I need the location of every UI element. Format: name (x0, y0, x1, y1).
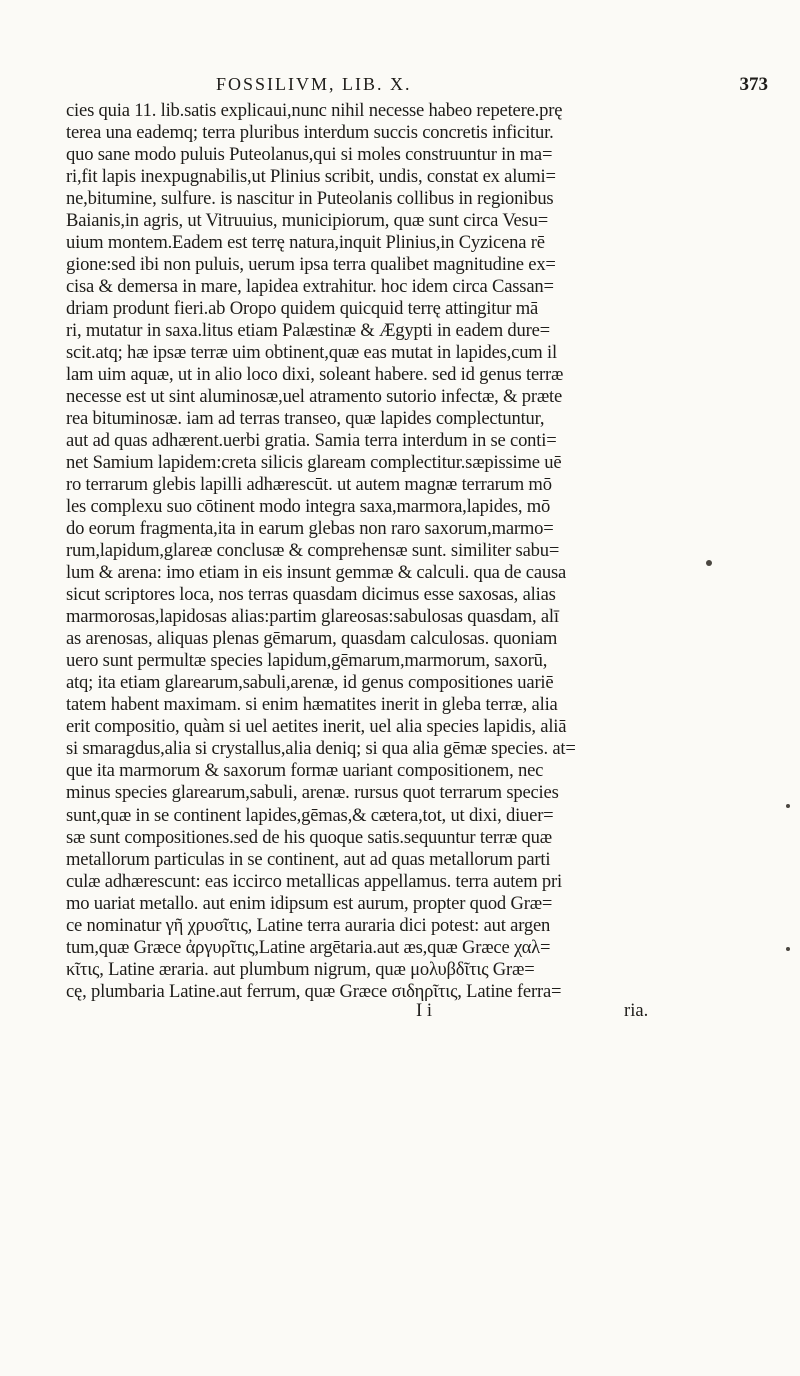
text-line: metallorum particulas in se continent, aut ad quas metallorum parti (66, 848, 551, 870)
text-line: les complexu suo cōtinent modo integra saxa,marmora,lapides, mō (66, 496, 551, 518)
body-text (66, 100, 786, 1003)
catchword: ria. (624, 1000, 649, 1021)
text-line: rea bituminosæ. iam ad terras transeo, quæ lapides complectuntur, (66, 408, 545, 430)
text-line: sunt,quæ in se continent lapides,gēmas,& cætera,tot, ut dixi, diuer= (66, 804, 554, 826)
text-line: minus species glarearum,sabuli, arenæ. rursus quot terrarum species (66, 782, 559, 804)
text-line: tatem habent maximam. si enim hæmatites inerit in gleba terræ, alia (66, 694, 558, 716)
text-line: tum,quæ Græce ἀργυρῖτις,Latine argētaria.aut æs,quæ Græce χαλ= (66, 936, 551, 958)
ink-speck (786, 947, 790, 951)
text-line: net Samium lapidem:creta silicis glaream complectitur.sæpissime uē (66, 452, 562, 474)
text-line: ne,bitumine, sulfure. is nascitur in Puteolanis collibus in regionibus (66, 188, 554, 210)
text-line: ri, mutatur in saxa.litus etiam Palæstinæ & Ægypti in eadem dure= (66, 320, 550, 342)
text-line: uero sunt permultæ species lapidum,gēmarum,marmorum, saxorū, (66, 650, 548, 672)
text-line: culæ adhærescunt: eas iccirco metallicas appellamus. terra autem pri (66, 870, 562, 892)
text-line: driam produnt fieri.ab Oropo quidem quicquid terrę attingitur mā (66, 298, 539, 320)
text-line: marmorosas,lapidosas alias:partim glareosas:sabulosas quasdam, alī (66, 606, 559, 628)
text-line: do eorum fragmenta,ita in earum glebas non raro saxorum,marmo= (66, 518, 554, 540)
text-line: lam uim aquæ, ut in alio loco dixi, soleant habere. sed id genus terræ (66, 364, 564, 386)
running-head: FOSSILIVM, LIB. X. (216, 74, 412, 94)
text-line: sicut scriptores loca, nos terras quasdam dicimus esse saxosas, alias (66, 584, 556, 606)
ink-speck (706, 560, 712, 566)
text-line: rum,lapidum,glareæ conclusæ & comprehensæ sunt. similiter sabu= (66, 540, 560, 562)
text-line: si smaragdus,alia si crystallus,alia deniq; si qua alia gēmæ species. at= (66, 738, 576, 760)
text-line: Baianis,in agris, ut Vitruuius, municipiorum, quæ sunt circa Vesu= (66, 210, 548, 232)
text-line: gione:sed ibi non puluis, uerum ipsa terra qualibet magnitudine ex= (66, 254, 556, 276)
text-line: necesse est ut sint aluminosæ,uel atramento sutorio infectæ, & præte (66, 386, 563, 408)
text-line: erit compositio, quàm si uel aetites inerit, uel alia species lapidis, aliā (66, 716, 567, 738)
text-line: as arenosas, aliquas plenas gēmarum, quasdam calculosas. quoniam (66, 628, 558, 650)
text-line: ro terrarum glebis lapilli adhærescūt. ut autem magnæ terrarum mō (66, 474, 552, 496)
text-line: lum & arena: imo etiam in eis insunt gemmæ & calculi. qua de causa (66, 562, 567, 584)
page-header (188, 72, 768, 102)
text-line: cę, plumbaria Latine.aut ferrum, quæ Græce σιδηρῖτις, Latine ferra= (66, 980, 562, 1002)
page-footer (66, 1000, 786, 1024)
text-line: aut ad quas adhærent.uerbi gratia. Samia terra interdum in se conti= (66, 430, 557, 452)
text-line: que ita marmorum & saxorum formæ uariant compositionem, nec (66, 760, 544, 782)
text-line: mo uariat metallo. aut enim idipsum est aurum, propter quod Græ= (66, 892, 553, 914)
text-line: ce nominatur γῆ χρυσῖτις, Latine terra auraria dici potest: aut argen (66, 914, 551, 936)
text-line: ri,fit lapis inexpugnabilis,ut Plinius scribit, undis, constat ex alumi= (66, 166, 556, 188)
text-line: quo sane modo puluis Puteolanus,qui si moles construuntur in ma= (66, 144, 553, 166)
text-line: κῖτις, Latine æraria. aut plumbum nigrum, quæ μολυβδῖτις Græ= (66, 958, 535, 980)
text-line: sæ sunt compositiones.sed de his quoque satis.sequuntur terræ quæ (66, 826, 552, 848)
text-line: uium montem.Eadem est terrę natura,inquit Plinius,in Cyzicena rē (66, 232, 545, 254)
text-line: terea una eademq; terra pluribus interdum succis concretis inficitur. (66, 122, 554, 144)
text-line: cies quia 11. lib.satis explicaui,nunc nihil necesse habeo repetere.prę (66, 100, 563, 121)
signature-mark: I i (416, 1000, 433, 1021)
text-line: scit.atq; hæ ipsæ terræ uim obtinent,quæ eas mutat in lapides,cum il (66, 342, 557, 364)
text-line: atq; ita etiam glarearum,sabuli,arenæ, id genus compositiones uariē (66, 672, 554, 694)
page-number: 373 (739, 74, 768, 95)
ink-speck (786, 804, 790, 808)
text-line: cisa & demersa in mare, lapidea extrahitur. hoc idem circa Cassan= (66, 276, 554, 298)
